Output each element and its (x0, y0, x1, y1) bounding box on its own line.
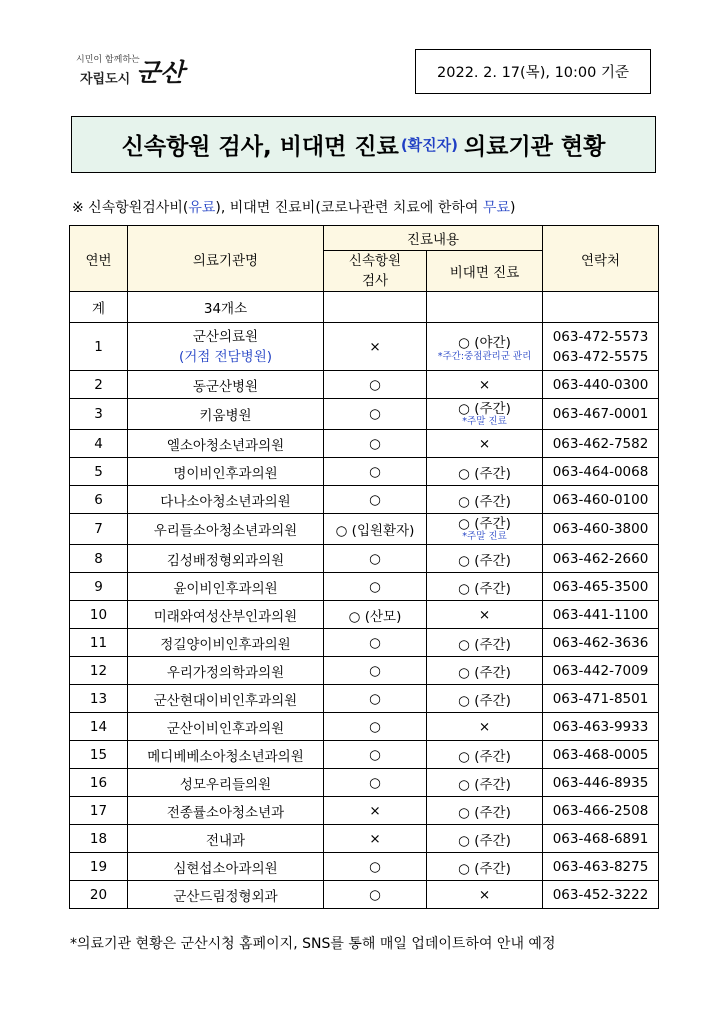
row-name: 미래와여성산부인과의원 (128, 601, 324, 629)
row-test: ○ (324, 741, 427, 769)
row-test: ○ (324, 486, 427, 514)
row-name: 군산드림정형외과 (128, 881, 324, 909)
row-name-main: 군산의료원 (192, 328, 259, 345)
row-remote-value: × (478, 886, 491, 903)
row-name: 전내과 (128, 825, 324, 853)
row-phone: 063-463-8275 (543, 853, 659, 881)
row-phone: 063-464-0068 (543, 458, 659, 486)
title-end: 의료기관 현황 (464, 134, 606, 160)
row-test: × (324, 825, 427, 853)
total-empty (324, 292, 427, 323)
table-row (70, 741, 659, 769)
row-test: ○ (324, 458, 427, 486)
row-remote (427, 769, 543, 797)
row-phone (543, 323, 659, 371)
table-row (70, 399, 659, 430)
row-test: ○ (입원환자) (324, 514, 427, 545)
row-remote-value: × (478, 718, 491, 735)
row-num: 18 (70, 825, 128, 853)
row-num: 1 (70, 323, 128, 371)
row-name: 다나소아청소년과의원 (128, 486, 324, 514)
row-num: 15 (70, 741, 128, 769)
row-remote-value: ○ (주간) (458, 748, 511, 765)
row-test: × (324, 323, 427, 371)
row-num: 12 (70, 657, 128, 685)
fee-note (72, 197, 515, 217)
row-remote-value: × (478, 435, 491, 452)
row-phone: 063-467-0001 (543, 399, 659, 430)
table-rows (70, 371, 659, 909)
row-remote-value: ○ (주간) (458, 860, 511, 877)
row-remote-value: × (478, 606, 491, 623)
table-row (70, 371, 659, 399)
row-name-sub: (거점 전담병원) (178, 348, 273, 365)
row-test: ○ (324, 573, 427, 601)
row-phone: 063-440-0300 (543, 371, 659, 399)
table-row (70, 545, 659, 573)
row-name: 심현섭소아과의원 (128, 853, 324, 881)
row-num: 14 (70, 713, 128, 741)
row-remote-value: ○ (주간) (458, 664, 511, 681)
row-test: × (324, 797, 427, 825)
row-name: 키움병원 (128, 399, 324, 430)
row-remote-value: ○ (주간) (458, 636, 511, 653)
header-remote: 비대면 진료 (427, 251, 543, 292)
row-test: ○ (324, 853, 427, 881)
row-num: 5 (70, 458, 128, 486)
table-row (70, 825, 659, 853)
row-name: 김성배정형외과의원 (128, 545, 324, 573)
row-remote (427, 629, 543, 657)
table-row (70, 769, 659, 797)
date-text: 2022. 2. 17(목), 10:00 기준 (437, 65, 629, 81)
row-remote-value: ○ (주간) (458, 832, 511, 849)
table-row (70, 713, 659, 741)
note-part: ), 비대면 진료비(코로나관련 치료에 한하여 (215, 200, 483, 216)
clinic-table (69, 225, 659, 909)
row-num: 9 (70, 573, 128, 601)
table-row (70, 881, 659, 909)
row-remote-value: ○ (주간) (458, 804, 511, 821)
row-remote (427, 458, 543, 486)
header-contact: 연락처 (543, 226, 659, 292)
header-name: 의료기관명 (128, 226, 324, 292)
header-test (324, 251, 427, 292)
header-test-line1: 신속항원 (348, 253, 402, 269)
row-num: 11 (70, 629, 128, 657)
table-row (70, 514, 659, 545)
note-paid: 유료 (188, 200, 216, 216)
row-remote (427, 713, 543, 741)
table-row (70, 486, 659, 514)
city-logo (74, 50, 204, 90)
logo-city: 자립도시 (80, 72, 131, 87)
row-name: 성모우리들의원 (128, 769, 324, 797)
row-name: 엘소아청소년과의원 (128, 430, 324, 458)
row-phone: 063-460-3800 (543, 514, 659, 545)
row-phone: 063-468-6891 (543, 825, 659, 853)
table-row (70, 601, 659, 629)
row-name: 동군산병원 (128, 371, 324, 399)
row-remote (427, 601, 543, 629)
row-test: ○ (324, 545, 427, 573)
row-phone: 063-463-9933 (543, 713, 659, 741)
row-remote-value: × (478, 376, 491, 393)
title-sub: (확진자) (400, 136, 459, 154)
row-name: 명이비인후과의원 (128, 458, 324, 486)
row-name: 군산현대이비인후과의원 (128, 685, 324, 713)
row-remote (427, 573, 543, 601)
row-remote (427, 685, 543, 713)
row-phone: 063-441-1100 (543, 601, 659, 629)
table-row (70, 685, 659, 713)
row-remote-value: ○ (주간) (458, 400, 511, 417)
row-remote (427, 486, 543, 514)
header-group: 진료내용 (324, 226, 543, 251)
row-phone: 063-462-3636 (543, 629, 659, 657)
row-num: 17 (70, 797, 128, 825)
header-num: 연번 (70, 226, 128, 292)
row-remote-value: ○ (주간) (458, 465, 511, 482)
table-row (70, 657, 659, 685)
row-remote-value: ○ (주간) (458, 580, 511, 597)
row-phone: 063-462-2660 (543, 545, 659, 573)
row-name: 우리들소아청소년과의원 (128, 514, 324, 545)
page-title (71, 116, 656, 173)
row-remote (427, 430, 543, 458)
row-name: 윤이비인후과의원 (128, 573, 324, 601)
row-remote (427, 657, 543, 685)
row-name: 정길양이비인후과의원 (128, 629, 324, 657)
note-part: ※ 신속항원검사비( (72, 200, 189, 216)
title-main: 신속항원 검사, 비대면 진료 (121, 134, 399, 160)
row-remote (427, 545, 543, 573)
row-name (128, 323, 324, 371)
header-test-line2: 검사 (361, 273, 389, 289)
row-phone: 063-452-3222 (543, 881, 659, 909)
row-remote-value: ○ (주간) (458, 692, 511, 709)
row-test: ○ (324, 371, 427, 399)
row-name: 군산이비인후과의원 (128, 713, 324, 741)
row-name: 우리가정의학과의원 (128, 657, 324, 685)
row-test: ○ (324, 399, 427, 430)
row-test: ○ (산모) (324, 601, 427, 629)
row-num: 8 (70, 545, 128, 573)
row-test: ○ (324, 769, 427, 797)
row-num: 3 (70, 399, 128, 430)
note-free: 무료 (482, 200, 510, 216)
row-remote-note: *주말 진료 (462, 530, 507, 542)
row-remote (427, 514, 543, 545)
row-phone: 063-471-8501 (543, 685, 659, 713)
row-name: 전종률소아청소년과 (128, 797, 324, 825)
row-remote-value: ○ (야간) (458, 335, 511, 351)
row-remote-value: ○ (주간) (458, 493, 511, 510)
row-num: 10 (70, 601, 128, 629)
row-test: ○ (324, 713, 427, 741)
row-num: 7 (70, 514, 128, 545)
row-remote (427, 323, 543, 371)
row-test: ○ (324, 430, 427, 458)
row-test: ○ (324, 629, 427, 657)
row-remote-note: *주말 진료 (462, 415, 507, 427)
row-remote (427, 741, 543, 769)
row-num: 16 (70, 769, 128, 797)
table-row (70, 797, 659, 825)
row-num: 4 (70, 430, 128, 458)
row-num: 20 (70, 881, 128, 909)
row-phone-2: 063-472-5575 (552, 348, 649, 365)
row-phone: 063-446-8935 (543, 769, 659, 797)
total-count: 34개소 (128, 292, 324, 323)
logo-mark: 군산 (136, 58, 185, 87)
footer-note: *의료기관 현황은 군산시청 홈페이지, SNS를 통해 매일 업데이트하여 안내 예정 (70, 936, 556, 952)
table-row (70, 458, 659, 486)
table-row (70, 629, 659, 657)
row-num: 19 (70, 853, 128, 881)
row-remote (427, 853, 543, 881)
row-phone: 063-465-3500 (543, 573, 659, 601)
row-num: 2 (70, 371, 128, 399)
row-phone: 063-466-2508 (543, 797, 659, 825)
row-remote (427, 399, 543, 430)
logo-tagline: 시민이 함께하는 (76, 55, 140, 65)
row-test: ○ (324, 685, 427, 713)
table-row (70, 323, 659, 371)
row-remote-value: ○ (주간) (458, 552, 511, 569)
row-remote (427, 881, 543, 909)
row-remote-value: ○ (주간) (458, 515, 511, 532)
table-row (70, 853, 659, 881)
table-row (70, 430, 659, 458)
row-num: 6 (70, 486, 128, 514)
row-phone: 063-462-7582 (543, 430, 659, 458)
total-row (70, 292, 659, 323)
row-remote-note: *주간:중점관리군 관리 (437, 351, 532, 362)
note-part: ) (509, 200, 516, 216)
date-box (415, 49, 651, 94)
row-remote-value: ○ (주간) (458, 776, 511, 793)
row-phone: 063-468-0005 (543, 741, 659, 769)
row-name: 메디베베소아청소년과의원 (128, 741, 324, 769)
row-test: ○ (324, 881, 427, 909)
row-remote (427, 825, 543, 853)
row-phone-1: 063-472-5573 (552, 328, 649, 345)
row-num: 13 (70, 685, 128, 713)
row-remote (427, 797, 543, 825)
total-label: 계 (70, 292, 128, 323)
total-empty (427, 292, 543, 323)
total-empty (543, 292, 659, 323)
row-phone: 063-460-0100 (543, 486, 659, 514)
row-test: ○ (324, 657, 427, 685)
row-remote (427, 371, 543, 399)
table-row (70, 573, 659, 601)
row-phone: 063-442-7009 (543, 657, 659, 685)
